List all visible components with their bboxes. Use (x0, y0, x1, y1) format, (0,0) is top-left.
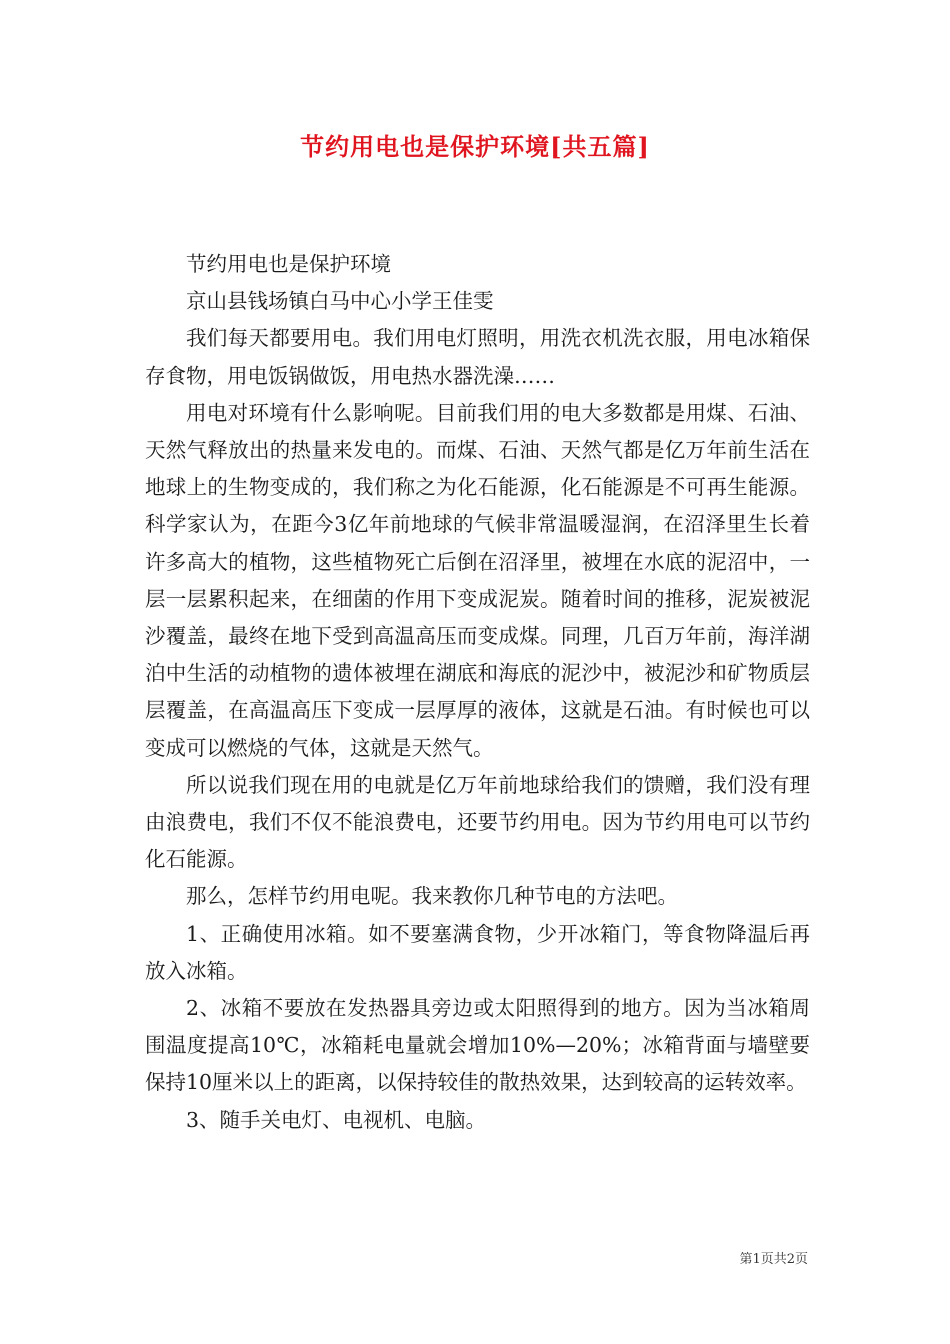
paragraph-list-item: 3、随手关电灯、电视机、电脑。 (186, 1107, 487, 1132)
page-number: 第1页共2页 (739, 1252, 808, 1267)
paragraph: 我们每天都要用电。我们用电灯照明，用洗衣机洗衣服，用电冰箱保存食物，用电饭锅做饭，用电热水器洗澡…… (145, 326, 810, 388)
document-title: 节约用电也是保护环境[共五篇] (300, 132, 650, 161)
paragraph: 所以说我们现在用的电就是亿万年前地球给我们的馈赠，我们没有理由浪费电，我们不仅不能浪费电，还要节约用电。因为节约用电可以节约化石能源。 (145, 772, 810, 872)
paragraph: 那么，怎样节约用电呢。我来教你几种节电的方法吧。 (186, 884, 678, 909)
document-body (145, 246, 810, 1139)
paragraph: 用电对环境有什么影响呢。目前我们用的电大多数都是用煤、石油、天然气释放出的热量来发电的。而煤、石油、天然气都是亿万年前生活在地球上的生物变成的，我们称之为化石能源，化石能源是不可再生能源。科学家认为，在距今3亿年前地球的气候非常温暖湿润，在沼泽里生长着许多高大的植物，这些植物死亡后倒在沼泽里，被埋在水底的泥沼中，一层一层累积起来，在细菌的作用下变成泥炭。随着时间的推移，泥炭被泥沙覆盖，最终在地下受到高温高压而变成煤。同理，几百万年前，海洋湖泊中生活的动植物的遗体被埋在湖底和海底的泥沙中，被泥沙和矿物质层层覆盖，在高温高压下变成一层厚厚的液体，这就是石油。有时候也可以变成可以燃烧的气体，这就是天然气。 (145, 400, 810, 760)
paragraph-subtitle: 节约用电也是保护环境 (186, 252, 391, 276)
paragraph-list-item: 2、冰箱不要放在发热器具旁边或太阳照得到的地方。因为当冰箱周围温度提高10℃，冰箱耗电量就会增加10%—20%；冰箱背面与墙壁要保持10厘米以上的距离，以保持较佳的散热效果，达到较高的运转效率。 (145, 996, 810, 1095)
paragraph-author: 京山县钱场镇白马中心小学王佳雯 (186, 289, 494, 314)
paragraph-list-item: 1、正确使用冰箱。如不要塞满食物，少开冰箱门，等食物降温后再放入冰箱。 (145, 921, 810, 983)
